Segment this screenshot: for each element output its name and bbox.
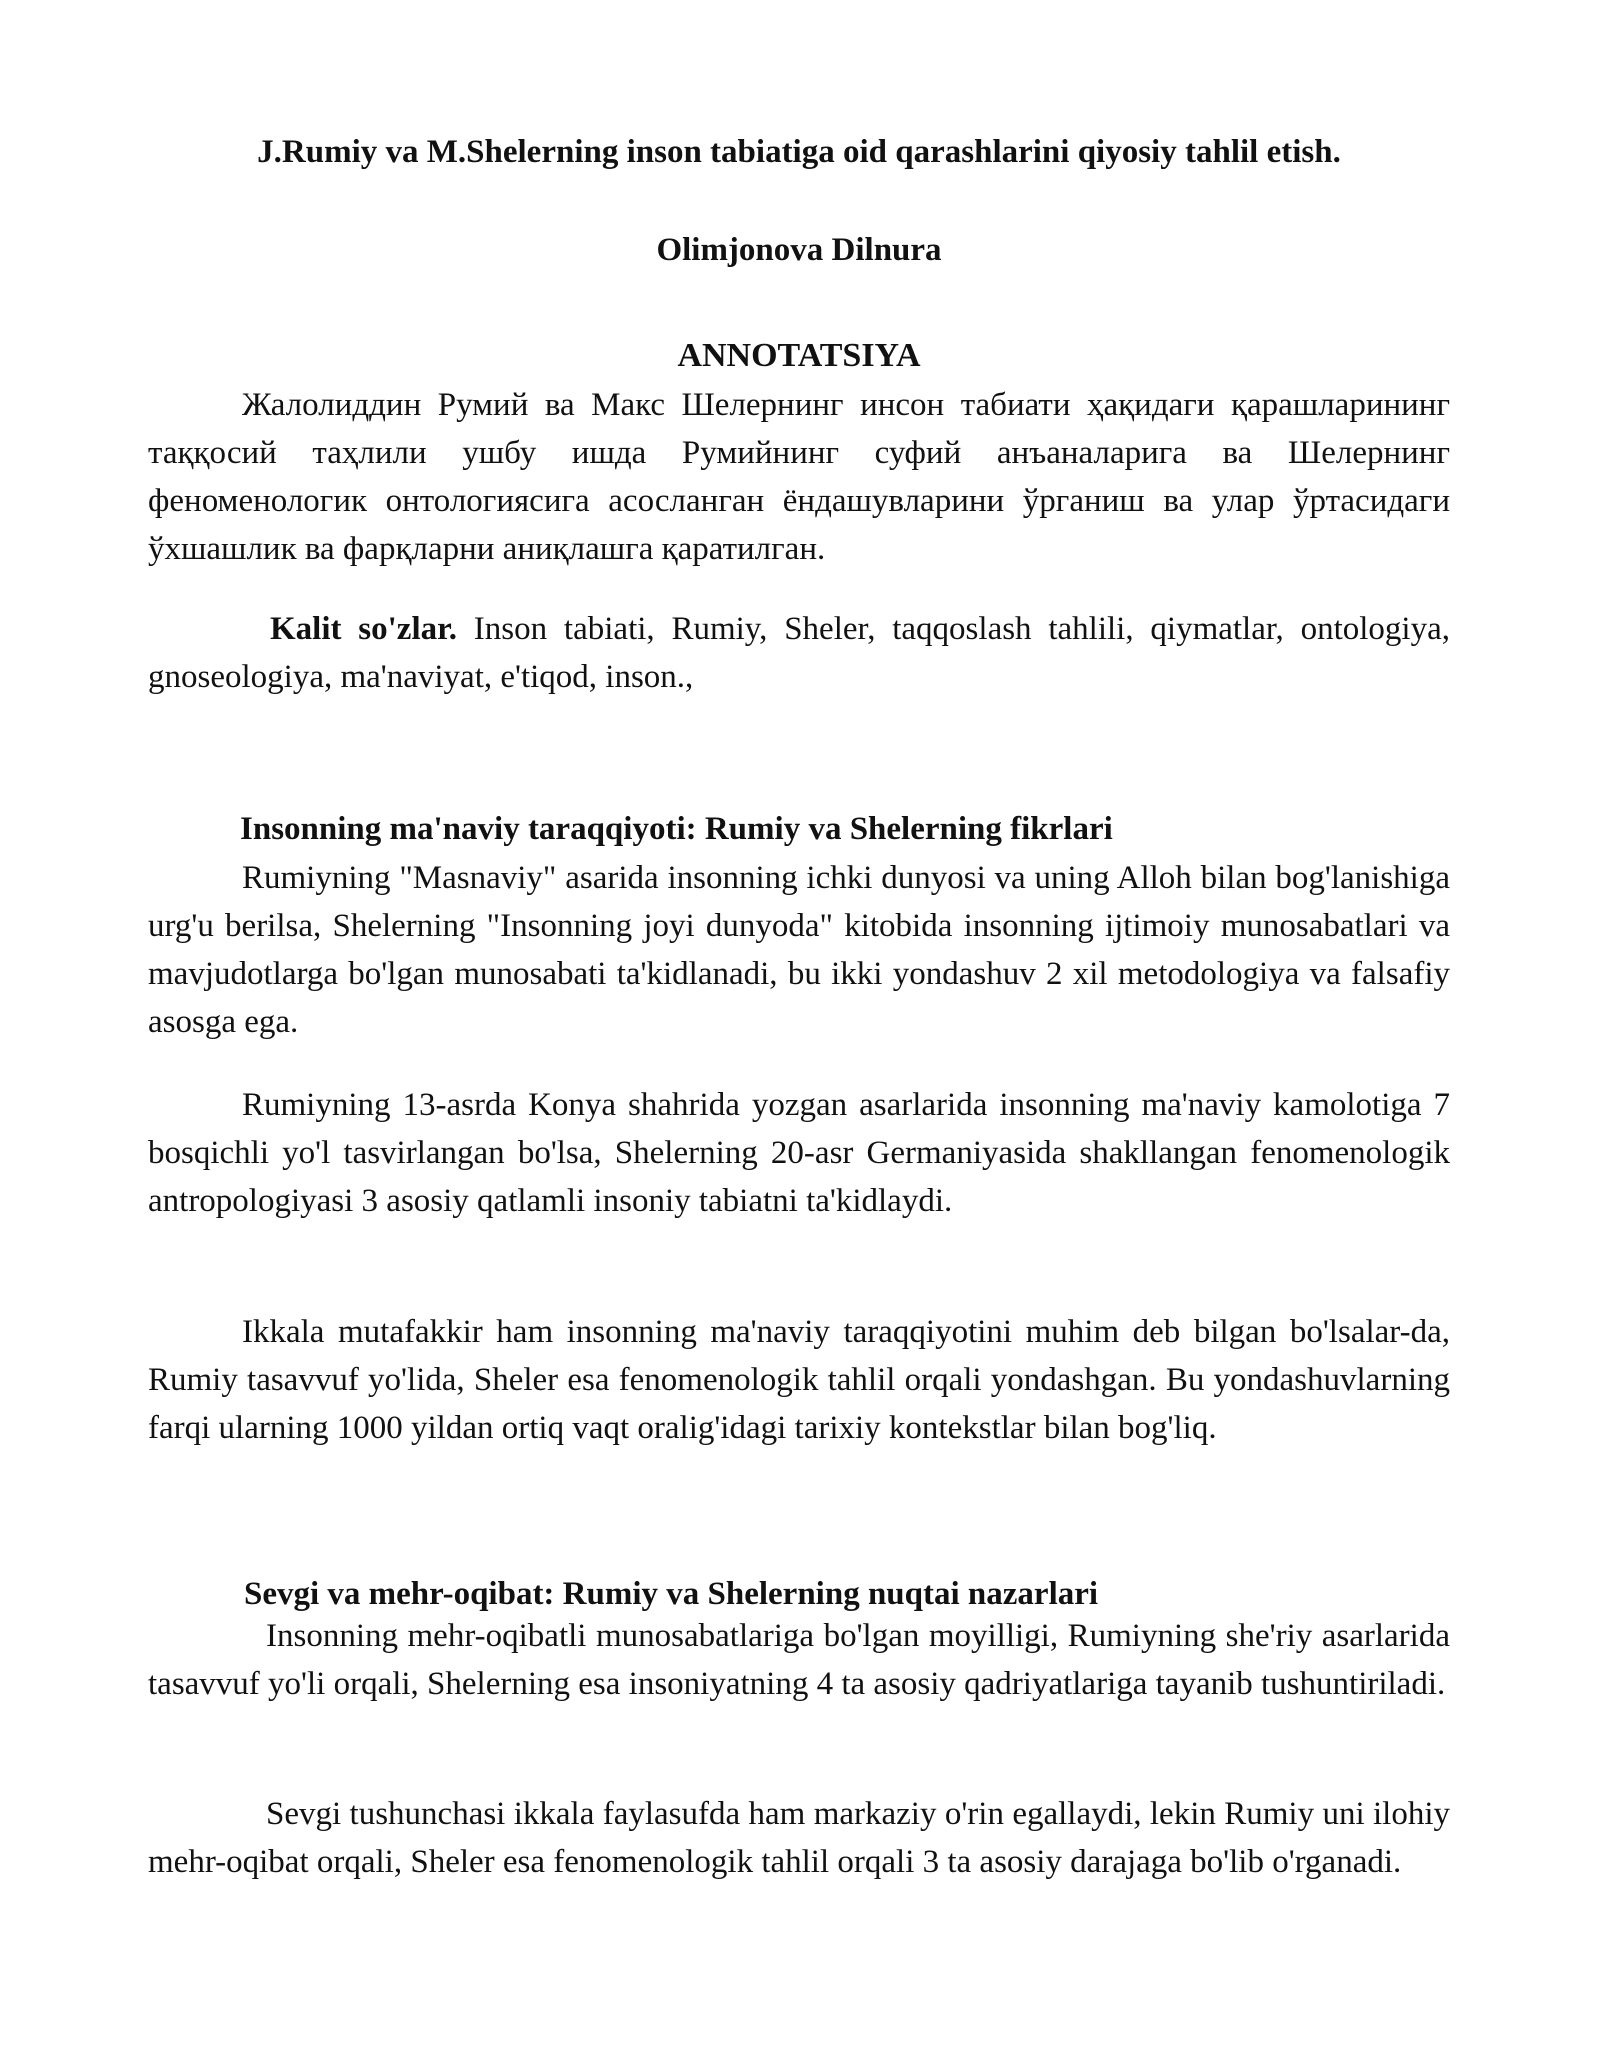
keywords-list: Inson tabiati, Rumiy, Sheler, taqqoslash tahlili, qiymatlar, ontologiya, gnoseologiya, ma'naviyat, e'tiqod, inson.,: [148, 611, 1450, 695]
section1-paragraph-2: Rumiyning 13-asrda Konya shahrida yozgan asarlarida insonning ma'naviy kamolotiga 7 bosqichli yo'l tasvirlangan bo'lsa, Shelerning 20-asr Germaniyasida shakllangan fenomenologik antropologiyasi 3 asosiy qatlamli insoniy tabiatni ta'kidlaydi.: [148, 1087, 1450, 1219]
annotation-paragraph: Жалолиддин Румий ва Макс Шелернинг инсон табиати ҳақидаги қарашларининг таққосий таҳлили ушбу ишда Румийнинг суфий анъаналарига ва Шелернинг феноменологик онтологиясига асосланган ёндашувларини ўрганиш ва улар ўртасидаги ўхшашлик ва фарқларни аниқлашга қаратилган.: [148, 387, 1450, 567]
section1-paragraph-3: Ikkala mutafakkir ham insonning ma'naviy taraqqiyotini muhim deb bilgan bo'lsalar-da, Rumiy tasavvuf yo'lida, Sheler esa fenomenologik tahlil orqali yondashgan. Bu yondashuvlarning farqi ularning 1000 yildan ortiq vaqt oralig'idagi tarixiy kontekstlar bilan bog'liq.: [148, 1314, 1450, 1446]
author-name: Olimjonova Dilnura: [656, 232, 942, 268]
annotation-heading: ANNOTATSIYA: [677, 337, 921, 374]
paper-title: J.Rumiy va M.Shelerning inson tabiatiga oid qarashlarini qiyosiy tahlil etish.: [257, 134, 1341, 170]
section1-heading: Insonning ma'naviy taraqqiyoti: Rumiy va Shelerning fikrlari: [240, 811, 1113, 847]
section1-paragraph-1: Rumiyning "Masnaviy" asarida insonning ichki dunyosi va uning Alloh bilan bog'lanishiga urg'u berilsa, Shelerning "Insonning joyi dunyoda" kitobida insonning ijtimoiy munosabatlari va mavjudotlarga bo'lgan munosabati ta'kidlanadi, bu ikki yondashuv 2 xil metodologiya va falsafiy asosga ega.: [148, 860, 1450, 1040]
keywords-paragraph: [148, 605, 1450, 701]
keywords-label: Kalit so'zlar.: [270, 611, 457, 647]
section2-heading: Sevgi va mehr-oqibat: Rumiy va Shelerning nuqtai nazarlari: [244, 1576, 1099, 1612]
section2-paragraph-2: Sevgi tushunchasi ikkala faylasufda ham markaziy o'rin egallaydi, lekin Rumiy uni ilohiy mehr-oqibat orqali, Sheler esa fenomenologik tahlil orqali 3 ta asosiy darajaga bo'lib o'rganadi.: [148, 1796, 1450, 1880]
section2-paragraph-1: Insonning mehr-oqibatli munosabatlariga bo'lgan moyilligi, Rumiyning she'riy asarlarida tasavvuf yo'li orqali, Shelerning esa insoniyatning 4 ta asosiy qadriyatlariga tayanib tushuntiriladi.: [148, 1618, 1450, 1702]
